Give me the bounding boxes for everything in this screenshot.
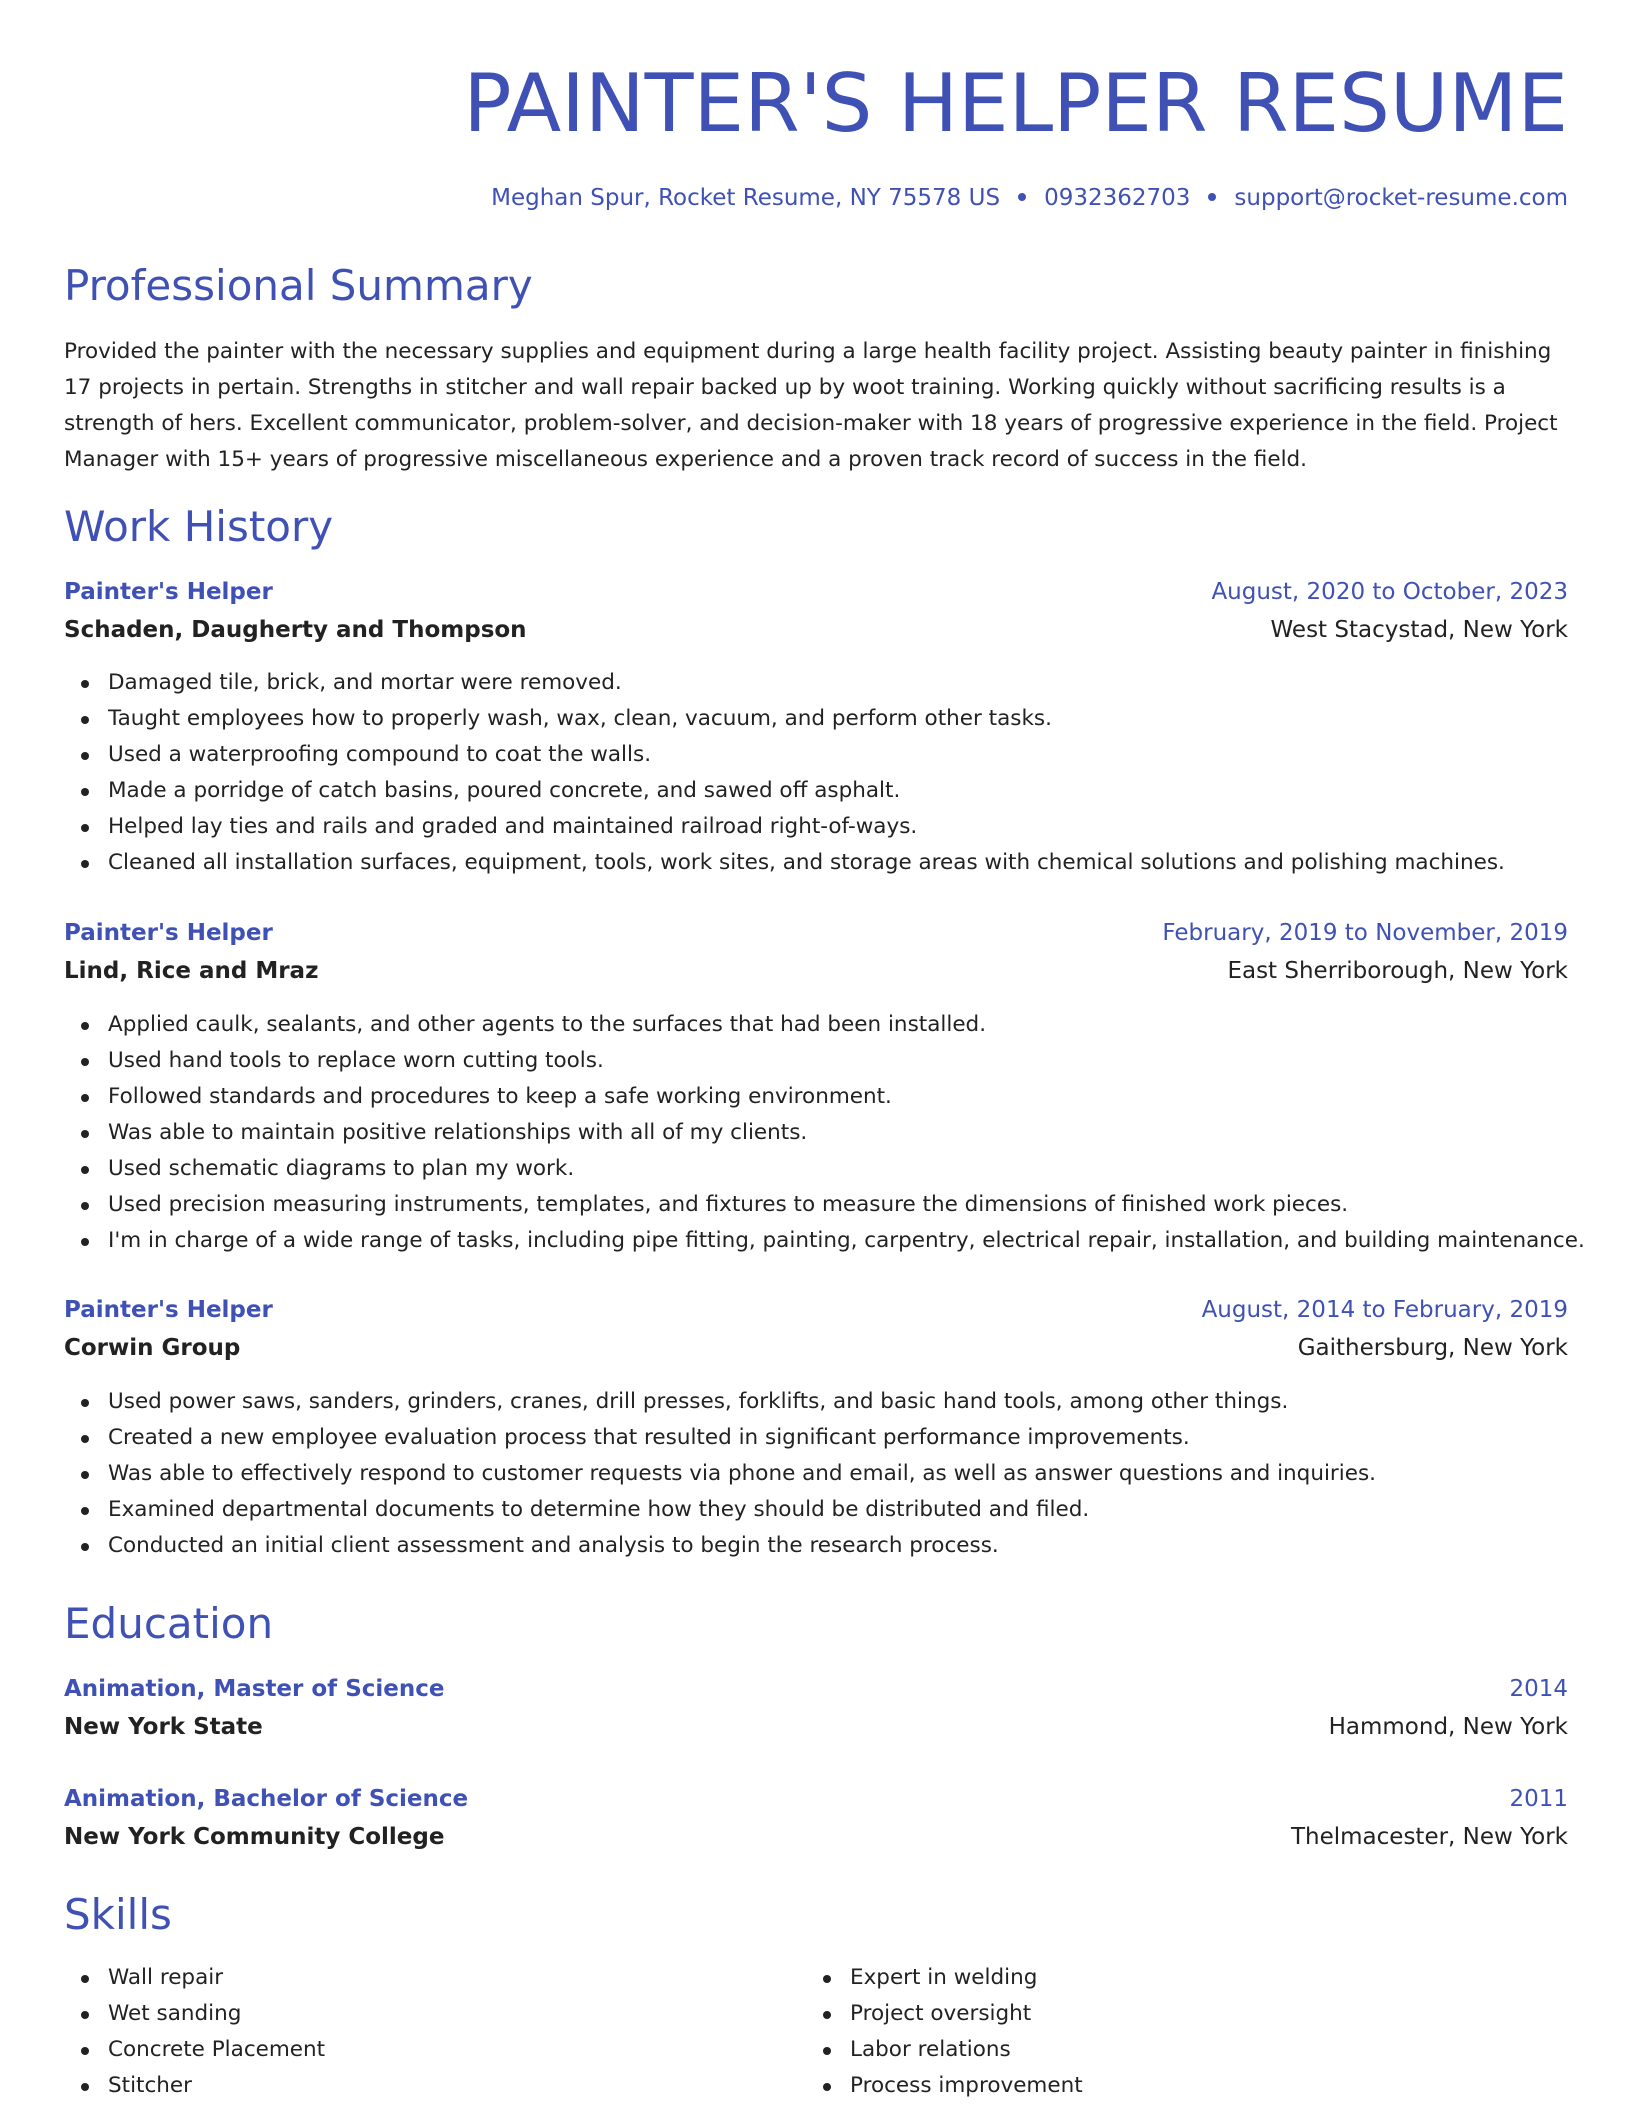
education-degree: Animation, Master of Science <box>64 1676 445 1702</box>
contact-line <box>491 180 1568 216</box>
job-header-row <box>64 1291 1568 1329</box>
education-header-row <box>64 1780 1568 1818</box>
job-entry <box>64 1291 1568 1367</box>
job-entry <box>64 914 1568 990</box>
summary-text: Provided the painter with the necessary supplies and equipment during a large health facility project. Assisting beauty painter in finishing 17 projects in pertain. Strengths in stitcher and wall repair backed up by woot training. Working quickly without sacrificing results is a strength of hers. Excellent communicator, problem-solver, and decision-maker with 18 years of progressive experience in the field. Project Manager with 15+ years of progressive miscellaneous experience and a proven track record of success in the field. <box>64 339 1558 472</box>
education-heading: Education <box>64 1599 274 1648</box>
list-item: Damaged tile, brick, and mortar were removed. <box>64 665 1568 701</box>
education-school: New York Community College <box>64 1824 445 1850</box>
skill-item: Project oversight <box>806 1996 1632 2032</box>
list-item: Applied caulk, sealants, and other agents to the surfaces that had been installed. <box>64 1007 1568 1043</box>
job-header-row <box>64 573 1568 611</box>
education-location: Thelmacester, New York <box>1290 1824 1568 1850</box>
list-item: I'm in charge of a wide range of tasks, including pipe fitting, painting, carpentry, electrical repair, installation, and building maintenance. <box>64 1223 1568 1259</box>
list-item: Taught employees how to properly wash, wax, clean, vacuum, and perform other tasks. <box>64 701 1568 737</box>
job-bullets <box>64 1384 1568 1564</box>
list-item: Made a porridge of catch basins, poured concrete, and sawed off asphalt. <box>64 773 1568 809</box>
resume-title: PAINTER'S HELPER RESUME <box>463 57 1568 150</box>
skills-list-right <box>806 1960 1632 2104</box>
job-company: Schaden, Daugherty and Thompson <box>64 617 527 643</box>
skill-item: Concrete Placement <box>64 2032 1568 2068</box>
education-year: 2011 <box>1509 1786 1568 1812</box>
skill-item: Process improvement <box>806 2068 1632 2104</box>
contact-address: Meghan Spur, Rocket Resume, NY 75578 US <box>491 185 1001 211</box>
job-role: Painter's Helper <box>64 920 273 946</box>
job-bullets <box>64 665 1568 881</box>
summary-heading: Professional Summary <box>64 261 533 310</box>
skills-heading: Skills <box>64 1890 172 1939</box>
education-location: Hammond, New York <box>1328 1714 1568 1740</box>
list-item: Used schematic diagrams to plan my work. <box>64 1151 1568 1187</box>
skill-item: Wall repair <box>64 1960 1568 1996</box>
education-entry <box>64 1780 1568 1856</box>
list-item: Cleaned all installation surfaces, equipment, tools, work sites, and storage areas with chemical solutions and polishing machines. <box>64 845 1568 881</box>
separator-dot <box>1018 193 1026 201</box>
job-dates: August, 2020 to October, 2023 <box>1211 579 1568 605</box>
resume-page <box>64 0 1585 2112</box>
list-item: Was able to effectively respond to customer requests via phone and email, as well as answer questions and inquiries. <box>64 1456 1568 1492</box>
job-dates: February, 2019 to November, 2019 <box>1162 920 1568 946</box>
job-role: Painter's Helper <box>64 579 273 605</box>
job-header-row <box>64 914 1568 952</box>
list-item: Used a waterproofing compound to coat the walls. <box>64 737 1568 773</box>
contact-email: support@rocket-resume.com <box>1234 185 1568 211</box>
job-location: East Sherriborough, New York <box>1227 958 1568 984</box>
list-item: Was able to maintain positive relationships with all of my clients. <box>64 1115 1568 1151</box>
job-entry <box>64 573 1568 649</box>
job-company-row <box>64 1329 1568 1367</box>
list-item: Created a new employee evaluation process that resulted in significant performance improvements. <box>64 1420 1568 1456</box>
education-degree: Animation, Bachelor of Science <box>64 1786 469 1812</box>
separator-dot <box>1208 193 1216 201</box>
skill-item: Wet sanding <box>64 1996 1568 2032</box>
education-school-row <box>64 1818 1568 1856</box>
skill-item: Labor relations <box>806 2032 1632 2068</box>
job-dates: August, 2014 to February, 2019 <box>1201 1297 1568 1323</box>
education-school-row <box>64 1708 1568 1746</box>
list-item: Used hand tools to replace worn cutting tools. <box>64 1043 1568 1079</box>
education-header-row <box>64 1670 1568 1708</box>
list-item: Examined departmental documents to determine how they should be distributed and filed. <box>64 1492 1568 1528</box>
list-item: Used power saws, sanders, grinders, cranes, drill presses, forklifts, and basic hand tools, among other things. <box>64 1384 1568 1420</box>
list-item: Helped lay ties and rails and graded and maintained railroad right-of-ways. <box>64 809 1568 845</box>
job-company-row <box>64 611 1568 649</box>
work-history-heading: Work History <box>64 502 334 551</box>
education-school: New York State <box>64 1714 263 1740</box>
contact-phone: 0932362703 <box>1044 185 1191 211</box>
skill-item: Expert in welding <box>806 1960 1632 1996</box>
job-company: Corwin Group <box>64 1335 241 1361</box>
job-location: Gaithersburg, New York <box>1297 1335 1568 1361</box>
list-item: Used precision measuring instruments, templates, and fixtures to measure the dimensions of finished work pieces. <box>64 1187 1568 1223</box>
job-bullets <box>64 1007 1585 1259</box>
education-entry <box>64 1670 1568 1746</box>
list-item: Followed standards and procedures to keep a safe working environment. <box>64 1079 1568 1115</box>
list-item: Conducted an initial client assessment and analysis to begin the research process. <box>64 1528 1568 1564</box>
job-role: Painter's Helper <box>64 1297 273 1323</box>
job-company-row <box>64 952 1568 990</box>
education-year: 2014 <box>1509 1676 1568 1702</box>
job-company: Lind, Rice and Mraz <box>64 958 319 984</box>
job-location: West Stacystad, New York <box>1270 617 1568 643</box>
skill-item: Stitcher <box>64 2068 1568 2104</box>
